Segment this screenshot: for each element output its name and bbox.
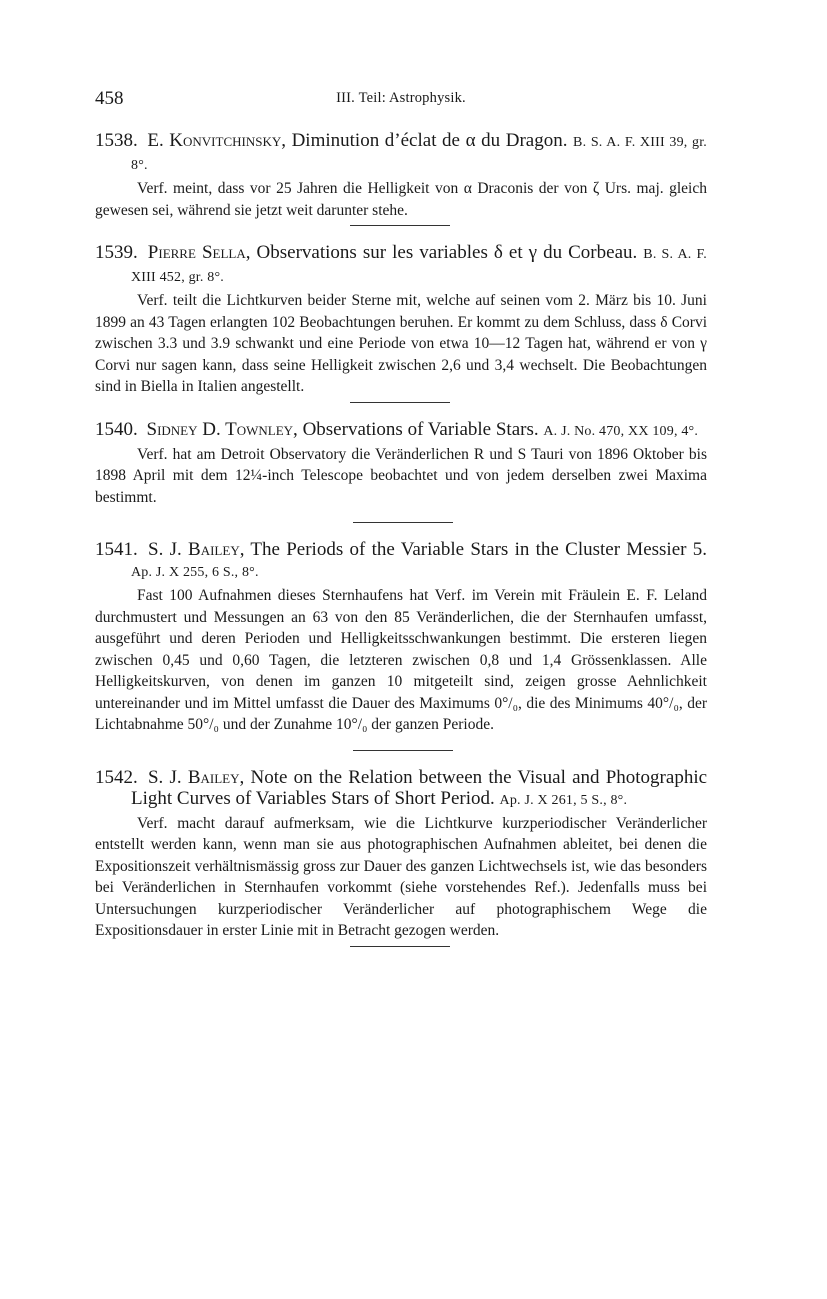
- document-page: [95, 86, 707, 947]
- entry-source: A. J. No. 470, XX 109, 4°.: [543, 423, 699, 439]
- entry-heading: [95, 242, 707, 288]
- entry-body: Verf. hat am Detroit Observatory die Veränderlichen R und S Tauri von 1896 Oktober bis 1898 April mit dem 12¼-inch Telescope beobachtet und von jedem derselben zwei Maxima bestimmt.: [95, 445, 707, 506]
- entry-number: 1540.: [95, 418, 138, 440]
- entry-source: Ap. J. X 261, 5 S., 8°.: [499, 792, 628, 808]
- entry-title: Note on the Relation between the Visual and Photographic Light Curves of Variables Stars of Short Period.: [131, 766, 708, 809]
- entry-author: E. Konvitchinsky,: [147, 130, 286, 151]
- entry-body: Verf. teilt die Lichtkurven beider Sterne mit, welche auf seinen vom 2. März bis 10. Juni 1899 an 43 Tagen erlangten 102 Beobachtungen beruhen. Er kommt zu dem Schluss, dass δ Corvi zwischen 3.3 und 3.9 schwankt und eine Periode von etwa 10—12 Tagen hat, während er von γ Corvi nur sagen kann, dass seine Helligkeit zwischen 2,6 und 3,4 wechselt. Die Beobachtungen sind in Biella in Italien angestellt.: [95, 292, 707, 395]
- entry-1538: [95, 130, 707, 226]
- entry-divider: [353, 522, 453, 523]
- entry-number: 1541.: [95, 539, 138, 560]
- entry-heading: [95, 539, 707, 583]
- entry-heading: [95, 130, 707, 176]
- entry-body: Verf. macht darauf aufmerksam, wie die Lichtkurve kurzperiodischer Veränderlicher entstellt werden kann, wenn man sie aus photographischen Aufnahmen ableitet, bei denen die Expositionszeit verhältnismässig gross zur Dauer des ganzen Lichtwechsels ist, wie das besonders bei Veränderlichen in Sternhaufen vorkommt (siehe vorstehendes Ref.). Jedenfalls muss bei Untersuchungen kurzperiodischer Veränderlicher auf photographischem Wege die Expositionsdauer in erster Linie mit in Betracht gezogen werden.: [95, 814, 707, 939]
- entry-title: Observations of Variable Stars.: [302, 418, 539, 440]
- entry-author: Pierre Sella,: [147, 242, 251, 263]
- entry-number: 1539.: [95, 242, 138, 263]
- entry-divider: [350, 402, 450, 403]
- entry-1541: [95, 539, 707, 751]
- entry-title: Observations sur les variables δ et γ du Corbeau.: [256, 242, 638, 263]
- entry-source: Ap. J. X 255, 6 S., 8°.: [131, 565, 259, 580]
- entry-author: S. J. Bailey,: [147, 766, 245, 788]
- entry-1542: [95, 767, 707, 947]
- entry-body: Fast 100 Aufnahmen dieses Sternhaufens hat Verf. im Verein mit Fräulein E. F. Leland durchmustert und Messungen an 63 von den 85 Veränderlichen, die der Sternhaufen umfasst, ausgeführt und deren Perioden und Helligkeitsschwankungen bestimmt. Die ersteren liegen zwischen 0,45 und 0,60 Tagen, die letzteren zwischen 0,8 und 1,4 Grössenklassen. Alle Helligkeitskurven, von denen im ganzen 10 mitgeteilt sind, zeigen grosse Aehnlichkeit untereinander und im Mittel umfasst die Dauer des Maximums 0°/₀, die des Minimums 40°/₀, der Lichtabnahme 50°/₀ und der Zunahme 10°/₀ der ganzen Periode.: [95, 587, 707, 733]
- running-header: [95, 86, 707, 114]
- entry-1540: [95, 419, 707, 524]
- entry-heading: [95, 767, 707, 811]
- entry-source: B. S. A. F. XIII 452, gr. 8°.: [131, 247, 708, 285]
- entry-title: Diminution d’éclat de α du Dragon.: [291, 130, 568, 151]
- page-number: 458: [95, 88, 124, 109]
- entry-number: 1538.: [95, 130, 138, 151]
- entry-title: The Periods of the Variable Stars in the Cluster Messier 5.: [250, 539, 707, 560]
- entry-divider: [350, 225, 450, 226]
- entry-source: B. S. A. F. XIII 39, gr. 8°.: [131, 135, 708, 173]
- running-title: III. Teil: Astrophysik.: [336, 90, 466, 106]
- entry-divider: [350, 946, 450, 947]
- entry-author: Sidney D. Townley,: [146, 418, 298, 440]
- entry-number: 1542.: [95, 766, 138, 788]
- entry-divider: [353, 750, 453, 751]
- entry-author: S. J. Bailey,: [148, 539, 245, 560]
- entry-heading: [95, 419, 707, 442]
- entry-body: Verf. meint, dass vor 25 Jahren die Helligkeit von α Draconis der von ζ Urs. maj. gleich gewesen sei, während sie jetzt weit darunter stehe.: [95, 180, 707, 219]
- entry-1539: [95, 242, 707, 403]
